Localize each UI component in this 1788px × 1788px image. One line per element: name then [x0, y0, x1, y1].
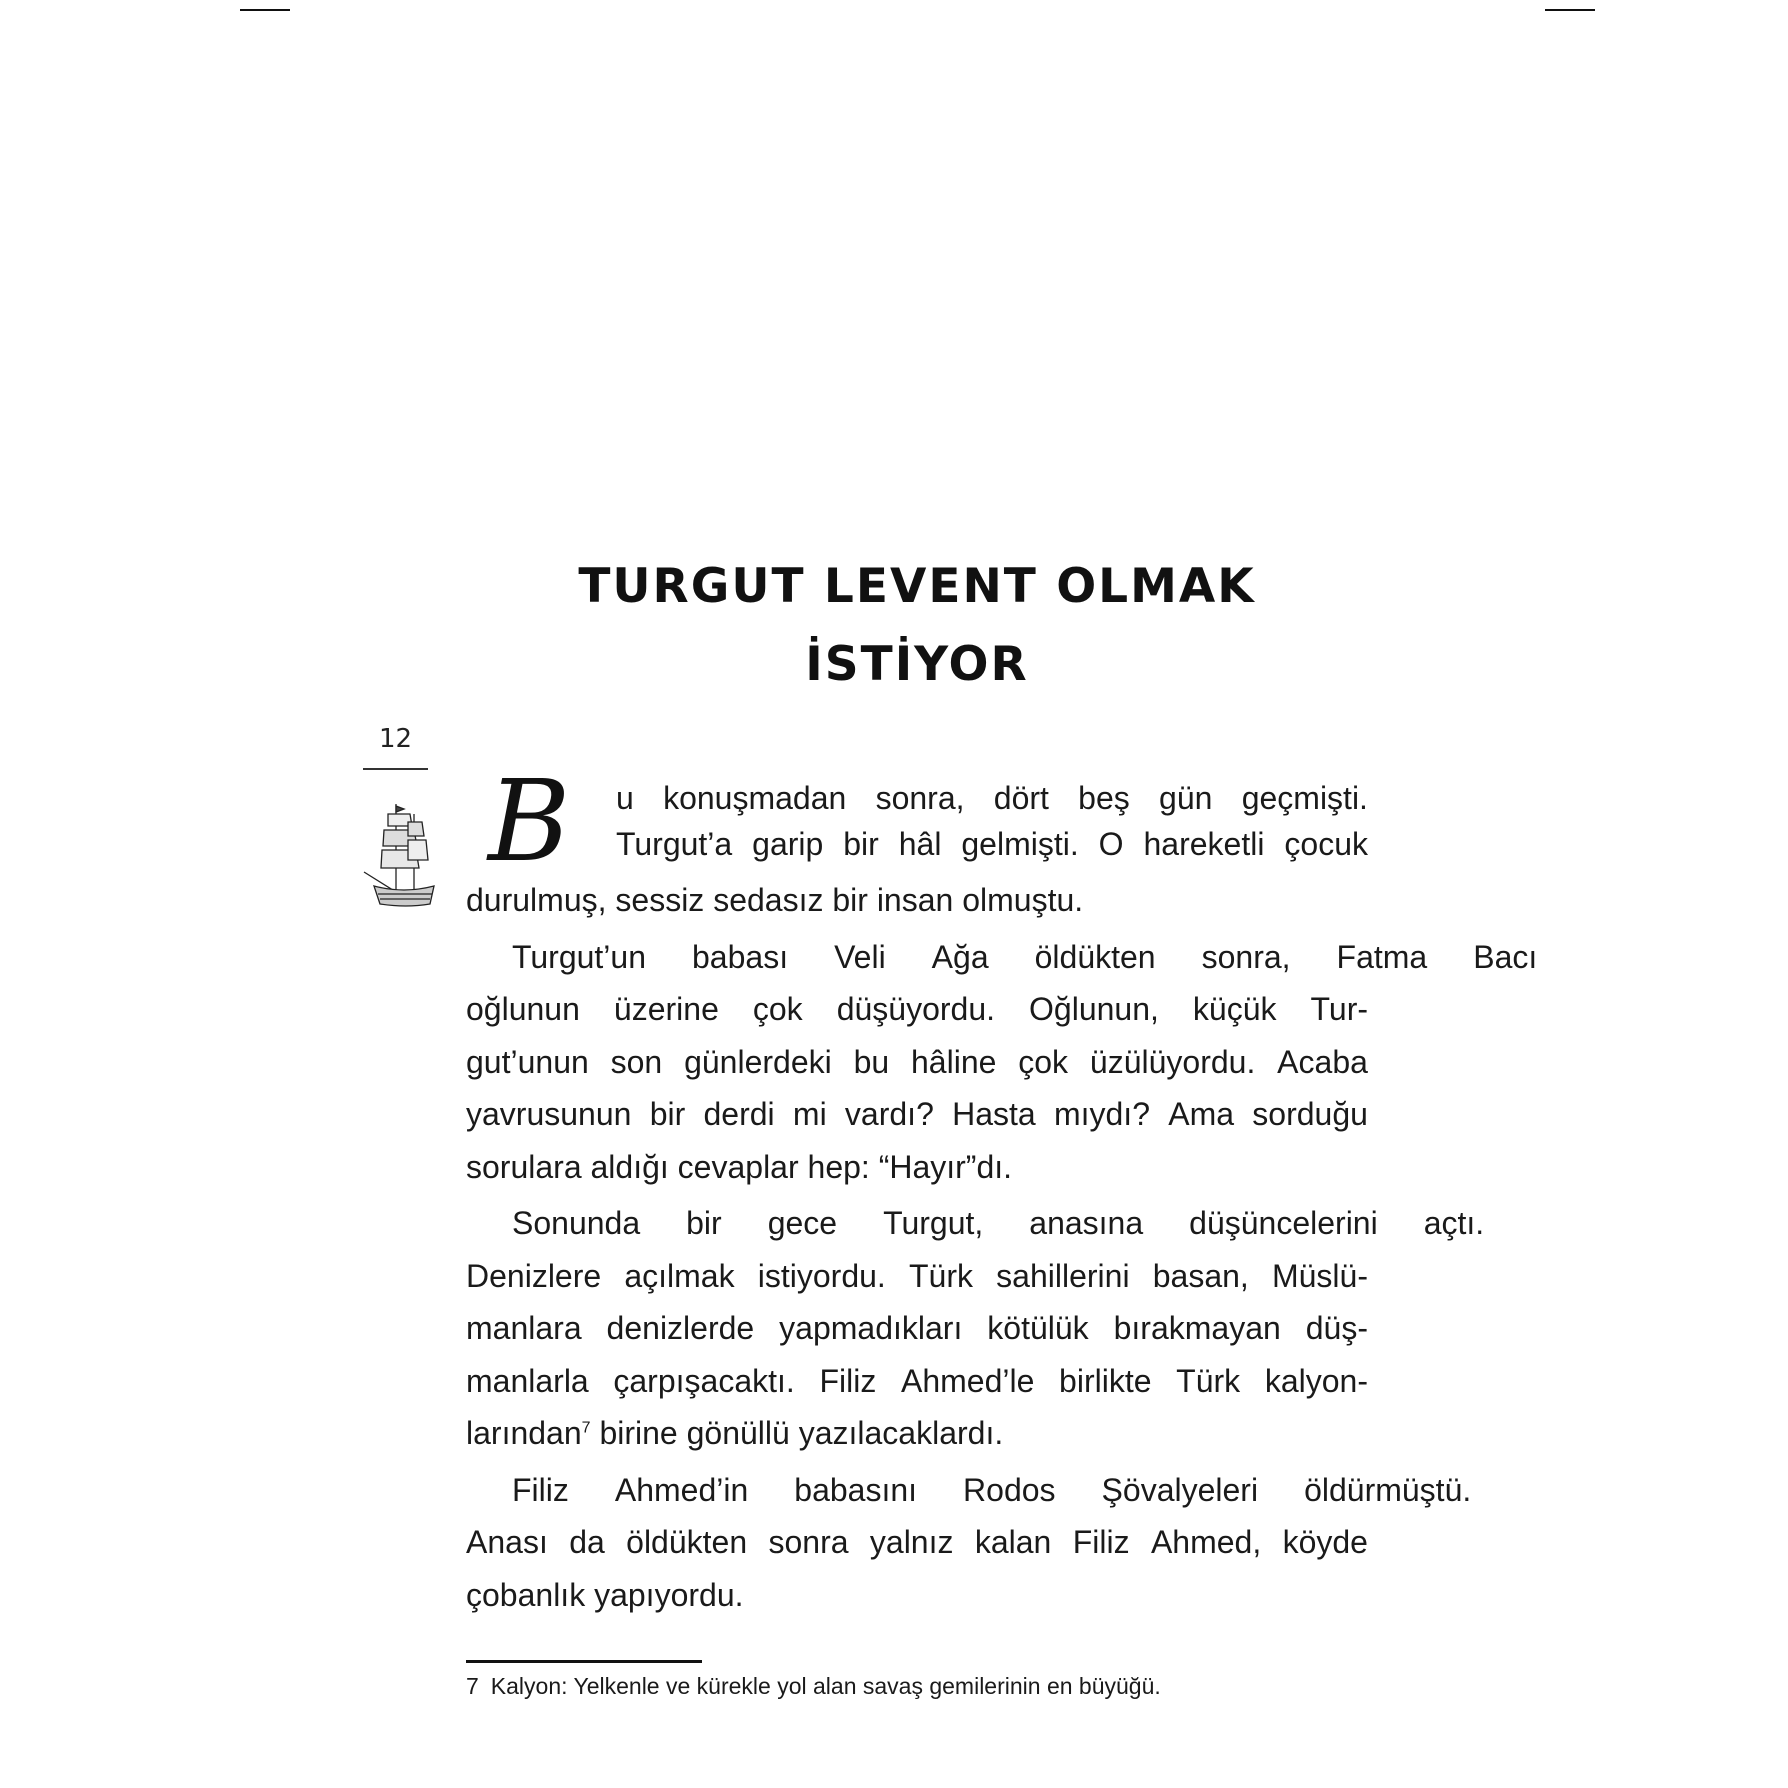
- chapter-title: [466, 548, 1368, 704]
- paragraph-3-line: manlara denizlerde yapmadıkları kötülük bırakmayan düş-: [466, 1310, 1368, 1346]
- paragraph-1-line-1: u konuşmadan sonra, dört beş gün geçmişti.: [616, 780, 1368, 816]
- paragraph-1-line-2: Turgut’a garip bir hâl gelmişti. O hareketli çocuk: [616, 826, 1368, 862]
- footnote-rule: [466, 1660, 702, 1663]
- paragraph-2: [466, 931, 1538, 1194]
- body-text: [466, 757, 1538, 1625]
- page-number: 12: [378, 724, 413, 754]
- paragraph-2-line: yavrusunun bir derdi mi vardı? Hasta mıydı? Ama sorduğu: [466, 1096, 1368, 1132]
- paragraph-3-last-line: [466, 1407, 1368, 1460]
- paragraph-3: [466, 1197, 1485, 1460]
- chapter-title-line-1: TURGUT LEVENT OLMAK: [578, 559, 1256, 614]
- paragraph-3-line: Sonunda bir gece Turgut, anasına düşüncelerini açtı.: [512, 1205, 1485, 1241]
- footnote-text: Kalyon: Yelkenle ve kürekle yol alan savaş gemilerinin en büyüğü.: [490, 1673, 1161, 1699]
- paragraph-2-line: oğlunun üzerine çok düşüyordu. Oğlunun, küçük Tur-: [466, 991, 1368, 1027]
- page-number-rule: [363, 768, 428, 770]
- paragraph-4: [466, 1464, 1472, 1622]
- paragraph-3-last-line-end: birine gönüllü yazılacaklardı.: [590, 1415, 1004, 1451]
- drop-cap: B: [488, 757, 571, 887]
- paragraph-2-line: sorulara aldığı cevaplar hep: “Hayır”dı.: [466, 1148, 1013, 1185]
- footnote-number: 7: [466, 1673, 479, 1699]
- paragraph-1-line-3: durulmuş, sessiz sedasız bir insan olmuştu.: [466, 882, 1084, 918]
- paragraph-3-last-line-start: larından: [466, 1415, 582, 1451]
- paragraph-3-line: manlarla çarpışacaktı. Filiz Ahmed’le birlikte Türk kalyon-: [466, 1362, 1368, 1399]
- paragraph-3-line: Denizlere açılmak istiyordu. Türk sahillerini basan, Müslü-: [466, 1257, 1368, 1294]
- footnote: [466, 1671, 1368, 1701]
- paragraph-2-line: gut’unun son günlerdeki bu hâline çok üzülüyordu. Acaba: [466, 1043, 1368, 1080]
- crop-mark-left: [240, 9, 290, 11]
- paragraph-4-line: çobanlık yapıyordu.: [466, 1576, 744, 1613]
- paragraph-2-line: Turgut’un babası Veli Ağa öldükten sonra, Fatma Bacı: [512, 938, 1538, 975]
- ship-icon: [362, 800, 438, 908]
- crop-mark-right: [1545, 9, 1595, 11]
- chapter-title-line-2: İSTİYOR: [805, 637, 1029, 692]
- footnote-reference[interactable]: 7: [581, 1419, 591, 1437]
- paragraph-4-line: Anası da öldükten sonra yalnız kalan Filiz Ahmed, köyde: [466, 1524, 1368, 1560]
- paragraph-4-line: Filiz Ahmed’in babasını Rodos Şövalyeleri öldürmüştü.: [512, 1471, 1472, 1508]
- paragraph-1-opening: [466, 757, 1368, 900]
